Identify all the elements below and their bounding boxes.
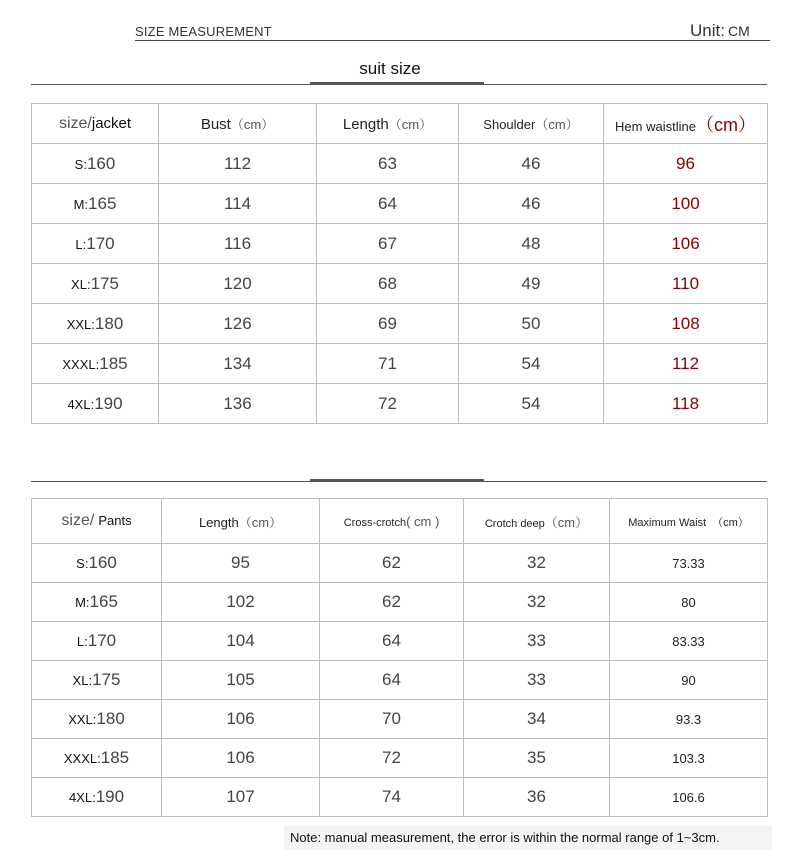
size-height: 175	[92, 670, 121, 689]
col-header-bust-unit: （cm）	[230, 117, 275, 132]
col-header-length-label: Length	[198, 514, 239, 530]
col-header-waist-label: Maximum Waist	[628, 516, 707, 529]
jacket-section-divider	[31, 84, 767, 85]
table-row	[32, 661, 768, 700]
size-height: 165	[88, 193, 117, 213]
table-row	[32, 700, 768, 739]
table-row	[32, 739, 768, 778]
length-cell: 106	[162, 700, 320, 739]
pants-header-row	[32, 499, 768, 544]
size-cell	[32, 344, 159, 384]
length-cell: 107	[162, 778, 320, 817]
unit-indicator	[690, 21, 750, 41]
size-cell	[32, 264, 159, 304]
hem-cell: 112	[604, 344, 768, 384]
hem-cell: 96	[604, 144, 768, 184]
crotch-deep-cell: 32	[464, 583, 610, 622]
crotch-deep-cell: 33	[464, 622, 610, 661]
bust-cell: 134	[159, 344, 317, 384]
bust-cell: 114	[159, 184, 317, 224]
size-label: M:	[73, 196, 89, 212]
size-cell	[32, 661, 162, 700]
cross-crotch-cell: 64	[320, 622, 464, 661]
col-header-deep-label: Crotch deep	[484, 517, 545, 530]
table-row	[32, 384, 768, 424]
shoulder-cell: 50	[459, 304, 604, 344]
col-header-crotch-deep	[464, 499, 610, 544]
col-header-waist-unit: （cm）	[712, 516, 749, 529]
jacket-header-row	[32, 104, 768, 144]
size-height: 160	[86, 153, 116, 173]
size-cell	[32, 778, 162, 817]
cross-crotch-cell: 62	[320, 544, 464, 583]
table-row	[32, 622, 768, 661]
header-divider	[135, 40, 770, 41]
size-cell	[32, 622, 162, 661]
col-header-size	[32, 499, 162, 544]
size-height: 185	[99, 353, 128, 373]
col-header-shoulder	[459, 104, 604, 144]
table-row	[32, 778, 768, 817]
size-height: 190	[94, 393, 123, 413]
size-cell	[32, 384, 159, 424]
length-cell: 72	[317, 384, 459, 424]
col-header-shoulder-label: Shoulder	[483, 117, 536, 132]
table-row	[32, 304, 768, 344]
cross-crotch-cell: 64	[320, 661, 464, 700]
crotch-deep-cell: 36	[464, 778, 610, 817]
cross-crotch-cell: 74	[320, 778, 464, 817]
size-label: XXL:	[66, 316, 95, 332]
max-waist-cell: 106.6	[610, 778, 768, 817]
size-cell	[32, 739, 162, 778]
size-height: 180	[94, 313, 124, 333]
table-row	[32, 144, 768, 184]
size-height: 175	[90, 273, 119, 293]
col-header-cross-label: Cross-crotch	[343, 517, 407, 529]
col-header-size-sub: Pants	[98, 513, 132, 528]
length-cell: 64	[317, 184, 459, 224]
col-header-cross-crotch	[320, 499, 464, 544]
max-waist-cell: 103.3	[610, 739, 768, 778]
size-height: 180	[96, 709, 125, 728]
measurement-note: Note: manual measurement, the error is within the normal range of 1~3cm.	[284, 826, 772, 850]
col-header-bust	[159, 104, 317, 144]
size-cell	[32, 583, 162, 622]
max-waist-cell: 73.33	[610, 544, 768, 583]
jacket-section-title: suit size	[359, 59, 421, 78]
col-header-length	[317, 104, 459, 144]
length-cell: 71	[317, 344, 459, 384]
max-waist-cell: 83.33	[610, 622, 768, 661]
col-header-deep-unit: （cm）	[544, 514, 589, 530]
length-cell: 95	[162, 544, 320, 583]
unit-label: Unit:	[690, 21, 725, 40]
col-header-hem-label: Hem waistline	[615, 118, 696, 134]
bust-cell: 112	[159, 144, 317, 184]
size-cell	[32, 184, 159, 224]
length-cell: 105	[162, 661, 320, 700]
bust-cell: 120	[159, 264, 317, 304]
shoulder-cell: 48	[459, 224, 604, 264]
max-waist-cell: 90	[610, 661, 768, 700]
size-cell	[32, 700, 162, 739]
size-label: 4XL:	[67, 396, 95, 412]
col-header-size	[32, 104, 159, 144]
size-label: S:	[74, 156, 87, 172]
col-header-hem	[604, 104, 768, 144]
col-header-length-unit: （cm）	[388, 117, 433, 132]
table-row	[32, 544, 768, 583]
shoulder-cell: 46	[459, 184, 604, 224]
size-height: 160	[88, 553, 117, 572]
size-cell	[32, 144, 159, 184]
size-height: 190	[95, 787, 125, 806]
bust-cell: 126	[159, 304, 317, 344]
cross-crotch-cell: 72	[320, 739, 464, 778]
table-row	[32, 344, 768, 384]
crotch-deep-cell: 34	[464, 700, 610, 739]
hem-cell: 106	[604, 224, 768, 264]
size-label: 4XL:	[68, 790, 96, 805]
size-height: 170	[87, 631, 117, 650]
length-cell: 68	[317, 264, 459, 304]
size-label: L:	[75, 236, 87, 252]
hem-cell: 110	[604, 264, 768, 304]
crotch-deep-cell: 35	[464, 739, 610, 778]
table-row	[32, 264, 768, 304]
size-cell	[32, 304, 159, 344]
col-header-length	[162, 499, 320, 544]
size-cell	[32, 224, 159, 264]
size-label: XXXL:	[62, 356, 100, 372]
col-header-shoulder-unit: （cm）	[535, 117, 579, 132]
size-height: 165	[89, 592, 118, 611]
jacket-size-table	[31, 103, 768, 424]
length-cell: 63	[317, 144, 459, 184]
size-label: S:	[76, 556, 89, 571]
size-label: L:	[76, 634, 88, 649]
col-header-length-unit: （cm）	[238, 514, 283, 530]
length-cell: 69	[317, 304, 459, 344]
max-waist-cell: 80	[610, 583, 768, 622]
pants-size-table	[31, 498, 768, 817]
col-header-size-sub: jacket	[91, 114, 132, 132]
hem-cell: 118	[604, 384, 768, 424]
size-label: M:	[75, 595, 90, 610]
cross-crotch-cell: 62	[320, 583, 464, 622]
crotch-deep-cell: 33	[464, 661, 610, 700]
col-header-bust-label: Bust	[200, 116, 231, 133]
col-header-hem-unit: （cm）	[695, 114, 756, 135]
col-header-size-label: size/	[58, 114, 92, 132]
size-cell	[32, 544, 162, 583]
shoulder-cell: 49	[459, 264, 604, 304]
length-cell: 104	[162, 622, 320, 661]
cross-crotch-cell: 70	[320, 700, 464, 739]
length-cell: 67	[317, 224, 459, 264]
bust-cell: 136	[159, 384, 317, 424]
length-cell: 106	[162, 739, 320, 778]
size-label: XXL:	[68, 712, 97, 727]
size-height: 170	[86, 233, 115, 253]
page-title: SIZE MEASUREMENT	[135, 24, 272, 39]
size-height: 185	[100, 748, 130, 767]
shoulder-cell: 54	[459, 344, 604, 384]
crotch-deep-cell: 32	[464, 544, 610, 583]
col-header-size-label: size/	[61, 512, 95, 529]
unit-value: CM	[727, 23, 750, 39]
table-row	[32, 184, 768, 224]
max-waist-cell: 93.3	[610, 700, 768, 739]
table-row	[32, 224, 768, 264]
size-label: XL:	[72, 673, 93, 688]
size-label: XXXL:	[63, 751, 101, 766]
length-cell: 102	[162, 583, 320, 622]
bust-cell: 116	[159, 224, 317, 264]
col-header-cross-unit: ( cm )	[406, 514, 440, 529]
col-header-max-waist	[610, 499, 768, 544]
pants-section-divider	[31, 481, 767, 482]
hem-cell: 100	[604, 184, 768, 224]
shoulder-cell: 46	[459, 144, 604, 184]
hem-cell: 108	[604, 304, 768, 344]
size-label: XL:	[71, 276, 91, 292]
shoulder-cell: 54	[459, 384, 604, 424]
table-row	[32, 583, 768, 622]
col-header-length-label: Length	[342, 116, 389, 133]
